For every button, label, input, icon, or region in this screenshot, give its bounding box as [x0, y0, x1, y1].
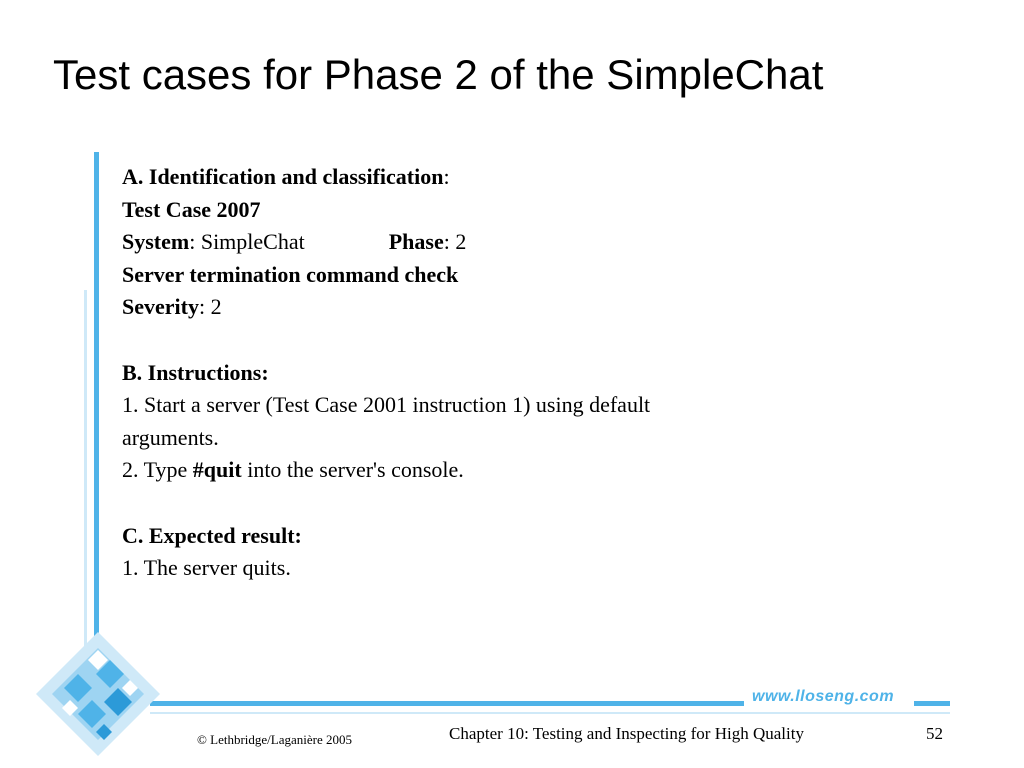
system-phase-line: [122, 226, 842, 259]
horizontal-accent-line-end: [914, 701, 950, 706]
severity-value: : 2: [198, 294, 222, 320]
check-title-line: [122, 259, 842, 292]
horizontal-light-line: [150, 712, 950, 714]
instruction-2-line: [122, 454, 842, 487]
system-label: System: [122, 229, 190, 255]
diamond-logo-icon: [36, 632, 160, 756]
horizontal-accent-line: [150, 701, 744, 706]
section-b-heading: B. Instructions:: [122, 359, 269, 385]
test-case-id: Test Case 2007: [122, 196, 261, 222]
test-case-line: [122, 194, 842, 227]
check-title: Server termination command check: [122, 261, 459, 287]
vertical-light-line: [84, 290, 87, 690]
system-value: : SimpleChat: [189, 229, 305, 255]
section-a-heading: A. Identification and classification: [122, 164, 444, 189]
instruction-2-suffix: into the server's console.: [241, 457, 464, 483]
severity-line: [122, 291, 842, 324]
section-c-heading: C. Expected result:: [122, 522, 302, 548]
section-a-heading-line: [122, 161, 842, 194]
phase-value: : 2: [443, 229, 467, 255]
section-b-heading-line: [122, 357, 842, 390]
slide-body: [122, 161, 842, 585]
phase-label: Phase: [388, 229, 444, 255]
slide-title: Test cases for Phase 2 of the SimpleChat: [53, 51, 824, 98]
chapter-title: Chapter 10: Testing and Inspecting for High Quality: [449, 724, 804, 743]
severity-label: Severity: [122, 294, 199, 320]
quit-command: #quit: [192, 457, 242, 483]
copyright-notice: © Lethbridge/Laganière 2005: [197, 732, 352, 747]
vertical-accent-line: [94, 152, 99, 712]
instruction-1-line-2: arguments.: [122, 424, 219, 450]
page-number: 52: [926, 724, 943, 743]
section-c-heading-line: [122, 520, 842, 553]
website-url: www.lloseng.com: [752, 688, 895, 705]
expected-result-1: 1. The server quits.: [122, 555, 291, 581]
section-a-heading-colon: :: [443, 164, 450, 189]
instruction-1-line-1: 1. Start a server (Test Case 2001 instruction 1) using default: [122, 392, 651, 418]
instruction-2-prefix: 2. Type: [122, 457, 193, 483]
